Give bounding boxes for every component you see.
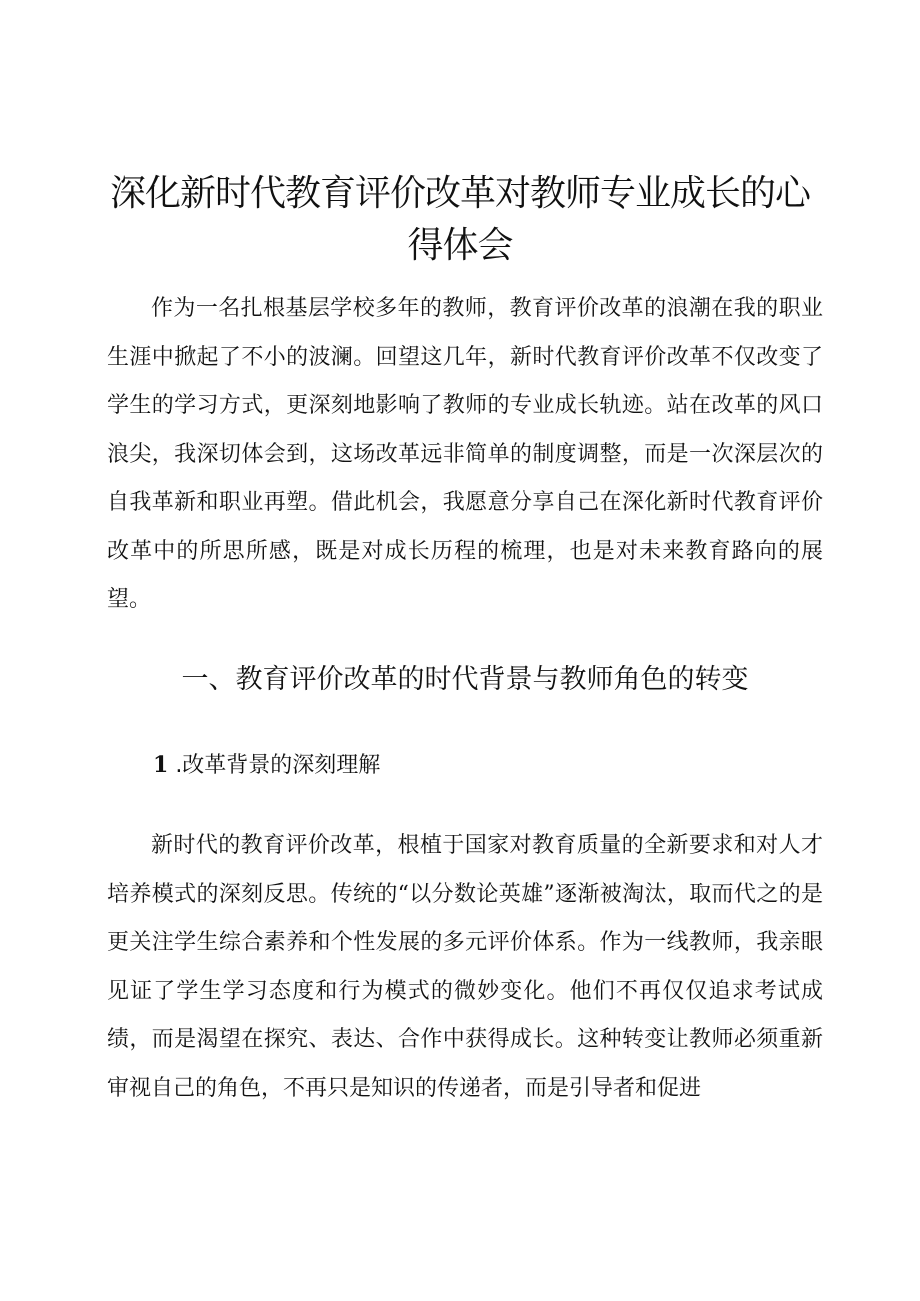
subsection-heading — [153, 745, 380, 786]
subsection-number: 1 — [153, 752, 169, 778]
document-title: 深化新时代教育评价改革对教师专业成长的心得体会 — [109, 173, 810, 266]
section-heading: 一、教育评价改革的时代背景与教师角色的转变 — [181, 664, 749, 695]
intro-paragraph: 作为一名扎根基层学校多年的教师，教育评价改革的浪潮在我的职业生涯中掀起了不小的波澜。回望这几年，新时代教育评价改革不仅改变了学生的学习方式，更深刻地影响了教师的专业成长轨迹。站在改革的风口浪尖，我深切体会到，这场改革远非简单的制度调整，而是一次深层次的自我革新和职业再塑。借此机会，我愿意分享自己在深化新时代教育评价改革中的所思所感，既是对成长历程的梳理，也是对未来教育路向的展望。 — [107, 296, 823, 612]
subsection-title: .改革背景的深刻理解 — [175, 753, 381, 778]
subsection-paragraph: 新时代的教育评价改革，根植于国家对教育质量的全新要求和对人才培养模式的深刻反思。传统的“以分数论英雄”逐渐被淘汰，取而代之的是更关注学生综合素养和个性发展的多元评价体系。作为一线教师，我亲眼见证了学生学习态度和行为模式的微妙变化。他们不再仅仅追求考试成绩，而是渴望在探究、表达、合作中获得成长。这种转变让教师必须重新审视自己的角色，不再只是知识的传递者，而是引导者和促进 — [107, 833, 823, 1101]
